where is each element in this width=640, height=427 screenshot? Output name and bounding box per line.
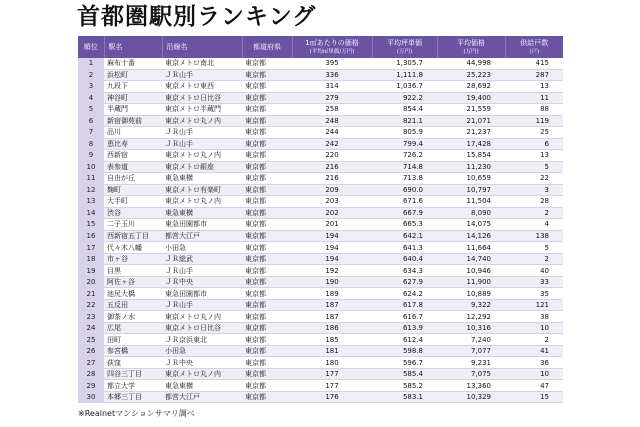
cell-avg-price: 15,854 xyxy=(437,150,505,162)
cell-line: ＪＲ中央 xyxy=(162,357,242,369)
cell-avg-price: 17,428 xyxy=(437,138,505,150)
cell-price-m2: 181 xyxy=(292,345,372,357)
header-pref: 都道府県 xyxy=(242,36,292,58)
cell-price-m2: 192 xyxy=(292,265,372,277)
cell-avg-price: 7,077 xyxy=(437,345,505,357)
table-row xyxy=(78,58,563,69)
cell-avg-price: 14,126 xyxy=(437,230,505,242)
cell-tsubo: 854.4 xyxy=(372,104,437,116)
cell-price-m2: 194 xyxy=(292,253,372,265)
cell-rank: 21 xyxy=(78,288,104,300)
cell-rank: 28 xyxy=(78,368,104,380)
cell-tsubo: 671.6 xyxy=(372,196,437,208)
cell-station: 田町 xyxy=(104,334,162,346)
cell-pref: 東京都 xyxy=(242,127,292,139)
cell-station: 荻窪 xyxy=(104,357,162,369)
cell-pref: 東京都 xyxy=(242,391,292,403)
cell-avg-price: 8,090 xyxy=(437,207,505,219)
cell-rank: 23 xyxy=(78,311,104,323)
cell-pref: 東京都 xyxy=(242,334,292,346)
cell-units: 5 xyxy=(505,161,563,173)
cell-rank: 14 xyxy=(78,207,104,219)
header-units xyxy=(505,36,563,58)
table-row xyxy=(78,127,563,139)
cell-price-m2: 314 xyxy=(292,81,372,93)
cell-units: 415 xyxy=(505,58,563,69)
page-title: 首都圏駅別ランキング xyxy=(77,4,317,30)
cell-line: ＪＲ京浜東北 xyxy=(162,334,242,346)
cell-line: ＪＲ山手 xyxy=(162,265,242,277)
cell-price-m2: 186 xyxy=(292,322,372,334)
cell-tsubo: 598.8 xyxy=(372,345,437,357)
cell-tsubo: 585.2 xyxy=(372,380,437,392)
cell-line: 東京メトロ半蔵門 xyxy=(162,104,242,116)
cell-tsubo: 821.1 xyxy=(372,115,437,127)
table-row xyxy=(78,115,563,127)
cell-station: 市ヶ谷 xyxy=(104,253,162,265)
cell-avg-price: 13,360 xyxy=(437,380,505,392)
cell-pref: 東京都 xyxy=(242,207,292,219)
cell-avg-price: 19,400 xyxy=(437,92,505,104)
cell-pref: 東京都 xyxy=(242,219,292,231)
cell-station: 西新宿五丁目 xyxy=(104,230,162,242)
cell-rank: 10 xyxy=(78,161,104,173)
cell-rank: 5 xyxy=(78,104,104,116)
cell-pref: 東京都 xyxy=(242,81,292,93)
cell-station: 九段下 xyxy=(104,81,162,93)
cell-pref: 東京都 xyxy=(242,299,292,311)
cell-pref: 東京都 xyxy=(242,173,292,185)
cell-avg-price: 11,230 xyxy=(437,161,505,173)
cell-price-m2: 194 xyxy=(292,242,372,254)
cell-pref: 東京都 xyxy=(242,322,292,334)
cell-tsubo: 1,305.7 xyxy=(372,58,437,69)
cell-tsubo: 616.7 xyxy=(372,311,437,323)
cell-line: ＪＲ総武 xyxy=(162,253,242,265)
table-row xyxy=(78,311,563,323)
cell-price-m2: 180 xyxy=(292,357,372,369)
cell-tsubo: 617.8 xyxy=(372,299,437,311)
cell-avg-price: 10,889 xyxy=(437,288,505,300)
source-note: ※Realnetマンションサマリ調べ xyxy=(78,409,195,418)
cell-line: 東急東横 xyxy=(162,173,242,185)
cell-price-m2: 185 xyxy=(292,334,372,346)
cell-pref: 東京都 xyxy=(242,230,292,242)
cell-line: 東急田園都市 xyxy=(162,219,242,231)
cell-avg-price: 10,946 xyxy=(437,265,505,277)
cell-line: 東急東横 xyxy=(162,207,242,219)
table-row xyxy=(78,334,563,346)
header-price-m2-sub: (平均㎡単価/万円) xyxy=(309,48,355,55)
cell-station: 大手町 xyxy=(104,196,162,208)
cell-station: 新宿御苑前 xyxy=(104,115,162,127)
cell-units: 6 xyxy=(505,138,563,150)
cell-rank: 7 xyxy=(78,127,104,139)
cell-station: 半蔵門 xyxy=(104,104,162,116)
cell-price-m2: 203 xyxy=(292,196,372,208)
cell-tsubo: 583.1 xyxy=(372,391,437,403)
cell-units: 13 xyxy=(505,81,563,93)
cell-station: 西新宿 xyxy=(104,150,162,162)
cell-line: 東京メトロ丸ノ内 xyxy=(162,311,242,323)
cell-tsubo: 665.3 xyxy=(372,219,437,231)
cell-pref: 東京都 xyxy=(242,150,292,162)
cell-station: 御茶ノ水 xyxy=(104,311,162,323)
cell-price-m2: 176 xyxy=(292,391,372,403)
cell-station: 目黒 xyxy=(104,265,162,277)
cell-price-m2: 201 xyxy=(292,219,372,231)
cell-price-m2: 220 xyxy=(292,150,372,162)
cell-line: 小田急 xyxy=(162,242,242,254)
cell-pref: 東京都 xyxy=(242,253,292,265)
cell-tsubo: 596.7 xyxy=(372,357,437,369)
cell-units: 41 xyxy=(505,345,563,357)
cell-tsubo: 642.1 xyxy=(372,230,437,242)
cell-units: 33 xyxy=(505,276,563,288)
header-price-m2-label: 1㎡あたりの価格 xyxy=(305,38,359,47)
header-station: 駅名 xyxy=(104,36,162,58)
cell-avg-price: 21,071 xyxy=(437,115,505,127)
cell-rank: 29 xyxy=(78,380,104,392)
cell-rank: 9 xyxy=(78,150,104,162)
header-tsubo-sub: (万円) xyxy=(396,48,413,55)
cell-avg-price: 10,329 xyxy=(437,391,505,403)
cell-rank: 13 xyxy=(78,196,104,208)
header-rank: 順位 xyxy=(78,36,104,58)
cell-units: 35 xyxy=(505,288,563,300)
cell-pref: 東京都 xyxy=(242,184,292,196)
cell-units: 47 xyxy=(505,380,563,392)
cell-station: 広尾 xyxy=(104,322,162,334)
cell-rank: 20 xyxy=(78,276,104,288)
cell-line: ＪＲ山手 xyxy=(162,138,242,150)
cell-avg-price: 9,231 xyxy=(437,357,505,369)
cell-tsubo: 667.9 xyxy=(372,207,437,219)
ranking-table xyxy=(78,36,563,403)
cell-station: 池尻大橋 xyxy=(104,288,162,300)
cell-pref: 東京都 xyxy=(242,276,292,288)
table-row xyxy=(78,230,563,242)
cell-rank: 2 xyxy=(78,69,104,81)
header-price-m2 xyxy=(292,36,372,58)
cell-tsubo: 1,036.7 xyxy=(372,81,437,93)
cell-station: 参宮橋 xyxy=(104,345,162,357)
cell-line: ＪＲ山手 xyxy=(162,299,242,311)
cell-pref: 東京都 xyxy=(242,357,292,369)
cell-avg-price: 21,559 xyxy=(437,104,505,116)
cell-units: 138 xyxy=(505,230,563,242)
cell-pref: 東京都 xyxy=(242,345,292,357)
cell-avg-price: 44,998 xyxy=(437,58,505,69)
cell-tsubo: 640.4 xyxy=(372,253,437,265)
cell-rank: 15 xyxy=(78,219,104,231)
cell-avg-price: 28,692 xyxy=(437,81,505,93)
cell-rank: 24 xyxy=(78,322,104,334)
cell-tsubo: 726.2 xyxy=(372,150,437,162)
cell-line: 東京メトロ丸ノ内 xyxy=(162,150,242,162)
cell-units: 15 xyxy=(505,391,563,403)
cell-station: 麻布十番 xyxy=(104,58,162,69)
table-row xyxy=(78,288,563,300)
table-row xyxy=(78,138,563,150)
cell-price-m2: 216 xyxy=(292,173,372,185)
cell-line: 小田急 xyxy=(162,345,242,357)
cell-tsubo: 612.4 xyxy=(372,334,437,346)
cell-units: 25 xyxy=(505,127,563,139)
cell-price-m2: 187 xyxy=(292,311,372,323)
cell-units: 88 xyxy=(505,104,563,116)
cell-avg-price: 14,075 xyxy=(437,219,505,231)
cell-pref: 東京都 xyxy=(242,242,292,254)
cell-units: 11 xyxy=(505,92,563,104)
table-row xyxy=(78,69,563,81)
cell-units: 28 xyxy=(505,196,563,208)
cell-rank: 25 xyxy=(78,334,104,346)
header-tsubo xyxy=(372,36,437,58)
cell-pref: 東京都 xyxy=(242,380,292,392)
cell-avg-price: 12,292 xyxy=(437,311,505,323)
cell-price-m2: 177 xyxy=(292,380,372,392)
cell-station: 都立大学 xyxy=(104,380,162,392)
cell-price-m2: 187 xyxy=(292,299,372,311)
cell-avg-price: 21,237 xyxy=(437,127,505,139)
cell-rank: 12 xyxy=(78,184,104,196)
table-row xyxy=(78,368,563,380)
cell-price-m2: 202 xyxy=(292,207,372,219)
cell-station: 本郷三丁目 xyxy=(104,391,162,403)
cell-tsubo: 714.8 xyxy=(372,161,437,173)
cell-pref: 東京都 xyxy=(242,115,292,127)
cell-price-m2: 242 xyxy=(292,138,372,150)
cell-tsubo: 690.0 xyxy=(372,184,437,196)
cell-pref: 東京都 xyxy=(242,196,292,208)
cell-station: 五反田 xyxy=(104,299,162,311)
cell-tsubo: 713.8 xyxy=(372,173,437,185)
cell-rank: 18 xyxy=(78,253,104,265)
table-header-row xyxy=(78,36,563,58)
cell-units: 2 xyxy=(505,207,563,219)
cell-line: 東京メトロ東西 xyxy=(162,81,242,93)
table-row xyxy=(78,173,563,185)
table-row xyxy=(78,391,563,403)
cell-pref: 東京都 xyxy=(242,69,292,81)
header-avg-label: 平均価格 xyxy=(457,38,485,47)
cell-avg-price: 7,075 xyxy=(437,368,505,380)
cell-tsubo: 922.2 xyxy=(372,92,437,104)
cell-pref: 東京都 xyxy=(242,138,292,150)
header-line: 沿線名 xyxy=(162,36,242,58)
cell-avg-price: 10,316 xyxy=(437,322,505,334)
cell-units: 10 xyxy=(505,368,563,380)
table-row xyxy=(78,357,563,369)
cell-pref: 東京都 xyxy=(242,288,292,300)
header-avg-sub: (万円) xyxy=(463,48,479,55)
cell-tsubo: 1,111.8 xyxy=(372,69,437,81)
cell-price-m2: 216 xyxy=(292,161,372,173)
cell-price-m2: 190 xyxy=(292,276,372,288)
cell-line: 東急田園都市 xyxy=(162,288,242,300)
cell-avg-price: 14,740 xyxy=(437,253,505,265)
cell-tsubo: 634.3 xyxy=(372,265,437,277)
cell-line: ＪＲ山手 xyxy=(162,127,242,139)
cell-pref: 東京都 xyxy=(242,104,292,116)
cell-rank: 19 xyxy=(78,265,104,277)
table-row xyxy=(78,104,563,116)
table-row xyxy=(78,322,563,334)
cell-rank: 6 xyxy=(78,115,104,127)
cell-price-m2: 395 xyxy=(292,58,372,69)
cell-line: 東京メトロ銀座 xyxy=(162,161,242,173)
cell-line: 東京メトロ日比谷 xyxy=(162,92,242,104)
cell-line: 東京メトロ丸ノ内 xyxy=(162,115,242,127)
cell-pref: 東京都 xyxy=(242,368,292,380)
cell-rank: 4 xyxy=(78,92,104,104)
cell-units: 287 xyxy=(505,69,563,81)
cell-rank: 22 xyxy=(78,299,104,311)
cell-station: 麹町 xyxy=(104,184,162,196)
cell-line: 都営大江戸 xyxy=(162,230,242,242)
cell-units: 5 xyxy=(505,242,563,254)
cell-units: 2 xyxy=(505,253,563,265)
cell-tsubo: 799.4 xyxy=(372,138,437,150)
cell-line: 東京メトロ有楽町 xyxy=(162,184,242,196)
cell-line: 東京メトロ丸ノ内 xyxy=(162,368,242,380)
cell-tsubo: 805.9 xyxy=(372,127,437,139)
cell-station: 自由が丘 xyxy=(104,173,162,185)
cell-price-m2: 177 xyxy=(292,368,372,380)
table-row xyxy=(78,150,563,162)
cell-avg-price: 10,659 xyxy=(437,173,505,185)
cell-price-m2: 209 xyxy=(292,184,372,196)
cell-station: 浜松町 xyxy=(104,69,162,81)
cell-units: 38 xyxy=(505,311,563,323)
cell-rank: 11 xyxy=(78,173,104,185)
cell-line: 東京メトロ日比谷 xyxy=(162,322,242,334)
table-row xyxy=(78,196,563,208)
cell-price-m2: 189 xyxy=(292,288,372,300)
cell-price-m2: 244 xyxy=(292,127,372,139)
cell-units: 36 xyxy=(505,357,563,369)
header-units-sub: (戸) xyxy=(529,48,540,55)
cell-pref: 東京都 xyxy=(242,311,292,323)
table-row xyxy=(78,219,563,231)
table-body xyxy=(78,58,563,403)
cell-station: 神谷町 xyxy=(104,92,162,104)
cell-line: 東急東横 xyxy=(162,380,242,392)
cell-pref: 東京都 xyxy=(242,265,292,277)
cell-price-m2: 336 xyxy=(292,69,372,81)
cell-tsubo: 627.9 xyxy=(372,276,437,288)
table-row xyxy=(78,345,563,357)
header-avg-price xyxy=(437,36,505,58)
cell-line: ＪＲ山手 xyxy=(162,69,242,81)
cell-rank: 8 xyxy=(78,138,104,150)
cell-station: 品川 xyxy=(104,127,162,139)
cell-avg-price: 11,504 xyxy=(437,196,505,208)
table-row xyxy=(78,276,563,288)
cell-units: 10 xyxy=(505,322,563,334)
cell-avg-price: 10,797 xyxy=(437,184,505,196)
cell-station: 表参道 xyxy=(104,161,162,173)
cell-pref: 東京都 xyxy=(242,161,292,173)
cell-avg-price: 11,664 xyxy=(437,242,505,254)
table-row xyxy=(78,380,563,392)
cell-rank: 16 xyxy=(78,230,104,242)
cell-station: 四谷三丁目 xyxy=(104,368,162,380)
cell-station: 阿佐ヶ谷 xyxy=(104,276,162,288)
header-tsubo-label: 平均坪単価 xyxy=(387,38,422,47)
cell-rank: 1 xyxy=(78,58,104,69)
table-row xyxy=(78,184,563,196)
cell-rank: 26 xyxy=(78,345,104,357)
cell-station: 二子玉川 xyxy=(104,219,162,231)
cell-rank: 30 xyxy=(78,391,104,403)
cell-station: 代々木八幡 xyxy=(104,242,162,254)
cell-avg-price: 9,322 xyxy=(437,299,505,311)
header-units-label: 供給戸数 xyxy=(520,38,549,47)
cell-price-m2: 279 xyxy=(292,92,372,104)
cell-avg-price: 7,240 xyxy=(437,334,505,346)
cell-tsubo: 585.4 xyxy=(372,368,437,380)
table-row xyxy=(78,253,563,265)
cell-rank: 3 xyxy=(78,81,104,93)
table-row xyxy=(78,242,563,254)
cell-units: 119 xyxy=(505,115,563,127)
table-row xyxy=(78,265,563,277)
table-row xyxy=(78,161,563,173)
table-row xyxy=(78,299,563,311)
cell-tsubo: 613.9 xyxy=(372,322,437,334)
cell-tsubo: 641.3 xyxy=(372,242,437,254)
cell-price-m2: 248 xyxy=(292,115,372,127)
cell-station: 恵比寿 xyxy=(104,138,162,150)
cell-units: 22 xyxy=(505,173,563,185)
cell-tsubo: 624.2 xyxy=(372,288,437,300)
cell-line: 都営大江戸 xyxy=(162,391,242,403)
cell-pref: 東京都 xyxy=(242,92,292,104)
table-row xyxy=(78,207,563,219)
cell-line: 東京メトロ南北 xyxy=(162,58,242,69)
cell-avg-price: 11,900 xyxy=(437,276,505,288)
cell-units: 3 xyxy=(505,184,563,196)
cell-line: 東京メトロ丸ノ内 xyxy=(162,196,242,208)
cell-station: 渋谷 xyxy=(104,207,162,219)
cell-units: 4 xyxy=(505,219,563,231)
cell-line: ＪＲ中央 xyxy=(162,276,242,288)
cell-units: 2 xyxy=(505,334,563,346)
cell-price-m2: 194 xyxy=(292,230,372,242)
cell-price-m2: 258 xyxy=(292,104,372,116)
cell-avg-price: 25,223 xyxy=(437,69,505,81)
cell-rank: 17 xyxy=(78,242,104,254)
cell-units: 40 xyxy=(505,265,563,277)
table-row xyxy=(78,92,563,104)
cell-pref: 東京都 xyxy=(242,58,292,69)
cell-units: 121 xyxy=(505,299,563,311)
cell-rank: 27 xyxy=(78,357,104,369)
table-row xyxy=(78,81,563,93)
cell-units: 13 xyxy=(505,150,563,162)
